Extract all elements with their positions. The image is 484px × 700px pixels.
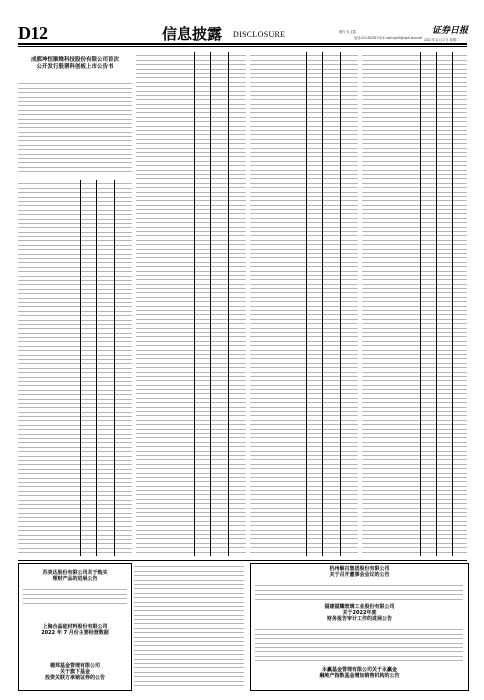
notice-title: 苏美达股份有限公司关于购买 理财产品的进展公告: [42, 570, 108, 582]
notice-box-left: [18, 563, 132, 691]
column-4: [362, 52, 467, 556]
masthead: [0, 0, 484, 46]
column-2: [136, 52, 246, 556]
holdings-table: [18, 180, 132, 556]
notice-body-text: [23, 586, 127, 606]
masthead-rule: [18, 43, 467, 45]
column-3: [250, 52, 358, 556]
notice-body-text: [255, 582, 463, 600]
notice-title: 福建福耀玻璃工业股份有限公司 关于2022年度 财务报告审计工作的进展公告: [324, 604, 395, 622]
notice-title: [18, 57, 132, 71]
masthead-rule-thin: [18, 46, 467, 47]
section-title: 信息披露: [162, 25, 223, 43]
notice-title-line1: 成都坤恒顺维科技股份有限公司首次: [30, 57, 119, 63]
holdings-table-3: [250, 52, 358, 556]
column-1: [18, 52, 132, 556]
page-number: D12: [18, 23, 48, 43]
notice-body-text: [255, 626, 463, 662]
notice-title: 上海合晶硅材料股份有限公司 2022 年 7 月份主要经营数据: [41, 624, 109, 636]
section-divider: [18, 560, 467, 561]
notice-title: 杭州解百集团股份有限公司 关于召开董事会会议的公告: [329, 566, 390, 578]
notice-box-right: [250, 563, 469, 691]
section-subtitle: DISCLOSURE: [233, 30, 286, 39]
notice-title: 永赢基金管理有限公司关于永赢金 融地产指数基金增加销售机构的公告: [319, 667, 400, 679]
notice-body-text: [18, 80, 132, 172]
editor-credit: 制作 朱玉霞: [339, 30, 356, 34]
issue-date: 2022 年 8 月 2 日 星期二: [424, 38, 460, 42]
contact-info: 电话:010-83251716 E-mail:zqrb9@zqrb.sina.net: [354, 36, 423, 40]
holdings-table-2: [136, 52, 246, 556]
notice-body-text: [134, 563, 244, 689]
notice-title-line2: 公开发行股票科创板上市公告书: [36, 64, 114, 70]
notice-title: 德邦基金管理有限公司 关于旗下基金 投资关联方承销证券的公告: [44, 663, 105, 681]
newspaper-logo: 证券日报: [432, 26, 469, 36]
